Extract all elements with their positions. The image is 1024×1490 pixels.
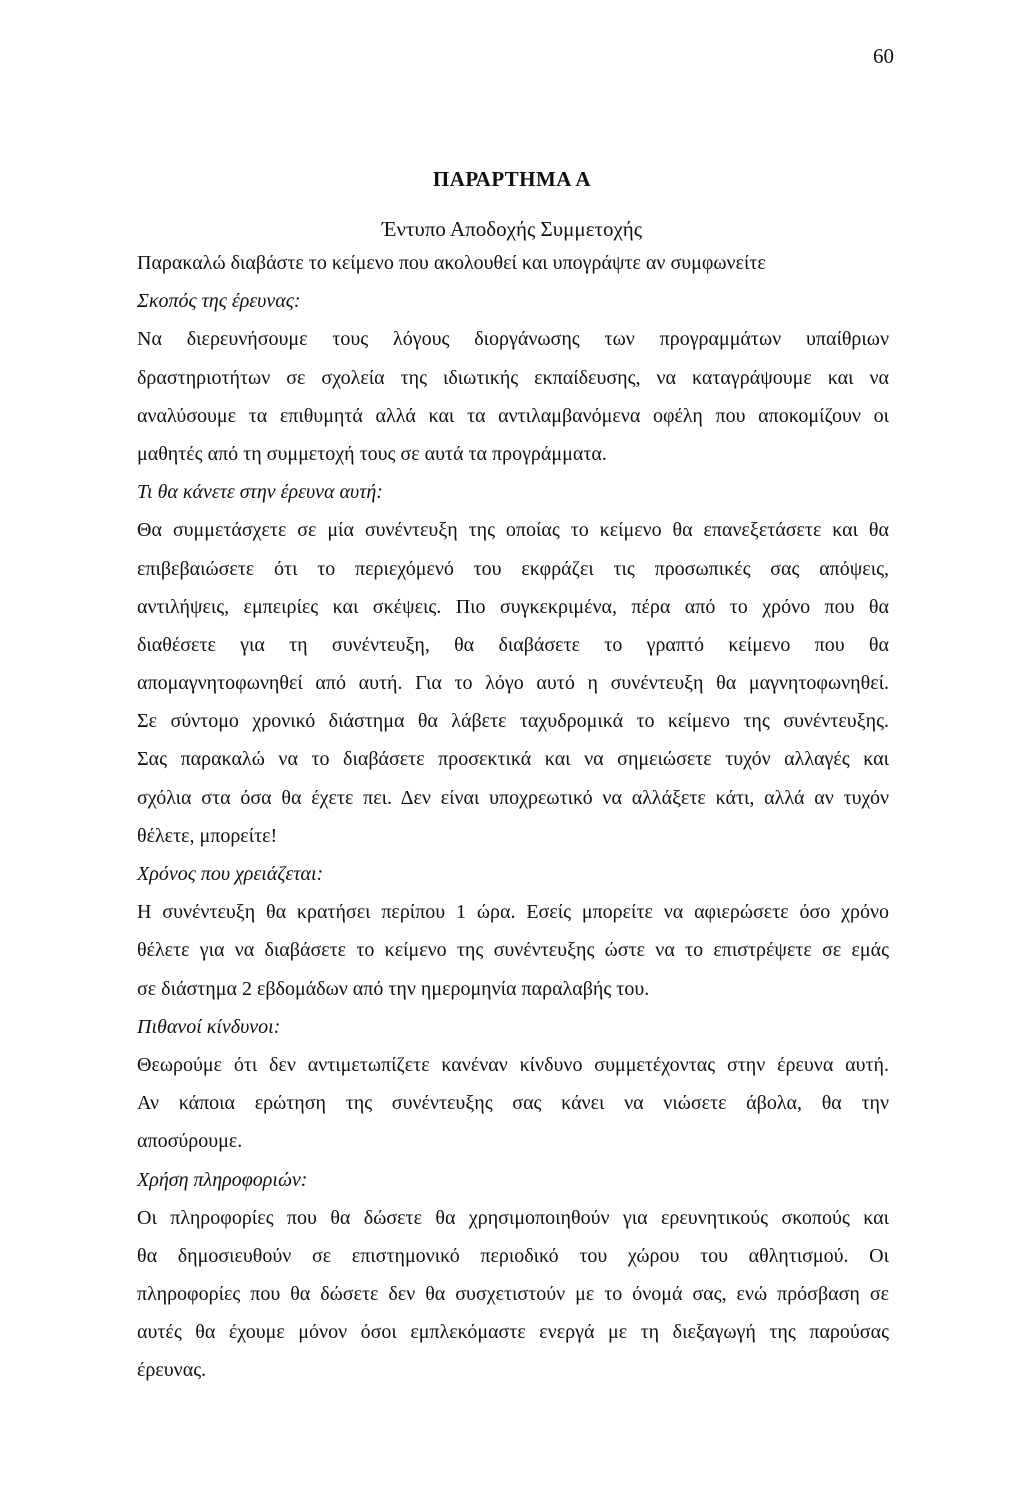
text-line: έρευνας. <box>137 1359 207 1382</box>
text-line: αναλύσουμε τα επιθυμητά αλλά και τα αντιλαμβανόμενα οφέλη που αποκομίζουν οι <box>137 404 889 427</box>
text-line: Οι πληροφορίες που θα δώσετε θα χρησιμοποιηθούν για ερευνητικούς σκοπούς και <box>137 1206 889 1229</box>
document-body <box>137 244 889 1390</box>
text-line: απομαγνητοφωνηθεί από αυτή. Για το λόγο αυτό η συνέντευξη θα μαγνητοφωνηθεί. <box>137 672 889 695</box>
section-heading: Χρήση πληροφοριών: <box>137 1168 308 1191</box>
text-line: διαθέσετε για τη συνέντευξη, θα διαβάσετε το γραπτό κείμενο που θα <box>137 633 889 656</box>
text-line: αντιλήψεις, εμπειρίες και σκέψεις. Πιο συγκεκριμένα, πέρα από το χρόνο που θα <box>137 595 889 618</box>
text-line: Παρακαλώ διαβάστε το κείμενο που ακολουθεί και υπογράψτε αν συμφωνείτε <box>137 252 766 274</box>
text-line: Αν κάποια ερώτηση της συνέντευξης σας κάνει να νιώσετε άβολα, θα την <box>137 1092 889 1115</box>
section-heading: Σκοπός της έρευνας: <box>137 290 301 313</box>
text-line: σχόλια στα όσα θα έχετε πει. Δεν είναι υποχρεωτικό να αλλάξετε κάτι, αλλά αν τυχόν <box>137 786 889 809</box>
text-line: επιβεβαιώσετε ότι το περιεχόμενό του εκφράζει τις προσωπικές σας απόψεις, <box>137 557 889 580</box>
text-line: θέλετε, μπορείτε! <box>137 824 278 847</box>
section-heading: Τι θα κάνετε στην έρευνα αυτή: <box>137 481 383 504</box>
text-line: σε διάστημα 2 εβδομάδων από την ημερομηνία παραλαβής του. <box>137 977 650 1000</box>
text-line: Θεωρούμε ότι δεν αντιμετωπίζετε κανέναν κίνδυνο συμμετέχοντας στην έρευνα αυτή. <box>137 1053 889 1076</box>
text-line: θα δημοσιευθούν σε επιστημονικό περιοδικό του χώρου του αθλητισμού. Οι <box>137 1244 889 1267</box>
text-line: Σας παρακαλώ να το διαβάσετε προσεκτικά και να σημειώσετε τυχόν αλλαγές και <box>137 748 889 771</box>
section-heading: Χρόνος που χρειάζεται: <box>137 863 324 885</box>
text-line: αυτές θα έχουμε μόνον όσοι εμπλεκόμαστε ενεργά με τη διεξαγωγή της παρούσας <box>137 1321 889 1344</box>
text-line: Σε σύντομο χρονικό διάστημα θα λάβετε ταχυδρομικά το κείμενο της συνέντευξης. <box>137 710 889 733</box>
text-line: Να διερευνήσουμε τους λόγους διοργάνωσης των προγραμμάτων υπαίθριων <box>137 328 889 351</box>
text-line: Η συνέντευξη θα κρατήσει περίπου 1 ώρα. Εσείς μπορείτε να αφιερώσετε όσο χρόνο <box>137 901 889 924</box>
page-number: 60 <box>873 44 894 68</box>
text-line: Θα συμμετάσχετε σε μία συνέντευξη της οποίας το κείμενο θα επανεξετάσετε και θα <box>137 519 889 542</box>
text-line: θέλετε για να διαβάσετε το κείμενο της συνέντευξης ώστε να το επιστρέψετε σε εμάς <box>137 939 889 962</box>
appendix-title: ΠΑΡΑΡΤΗΜΑ Α <box>432 167 592 191</box>
section-heading: Πιθανοί κίνδυνοι: <box>137 1015 281 1038</box>
text-line: δραστηριοτήτων σε σχολεία της ιδιωτικής εκπαίδευσης, να καταγράψουμε και να <box>137 366 889 389</box>
form-title: Έντυπο Αποδοχής Συμμετοχής <box>381 217 643 241</box>
text-line: πληροφορίες που θα δώσετε δεν θα συσχετιστούν με το όνομά σας, ενώ πρόσβαση σε <box>137 1283 889 1306</box>
text-line: μαθητές από τη συμμετοχή τους σε αυτά τα προγράμματα. <box>137 442 607 465</box>
text-line: αποσύρουμε. <box>137 1130 243 1153</box>
